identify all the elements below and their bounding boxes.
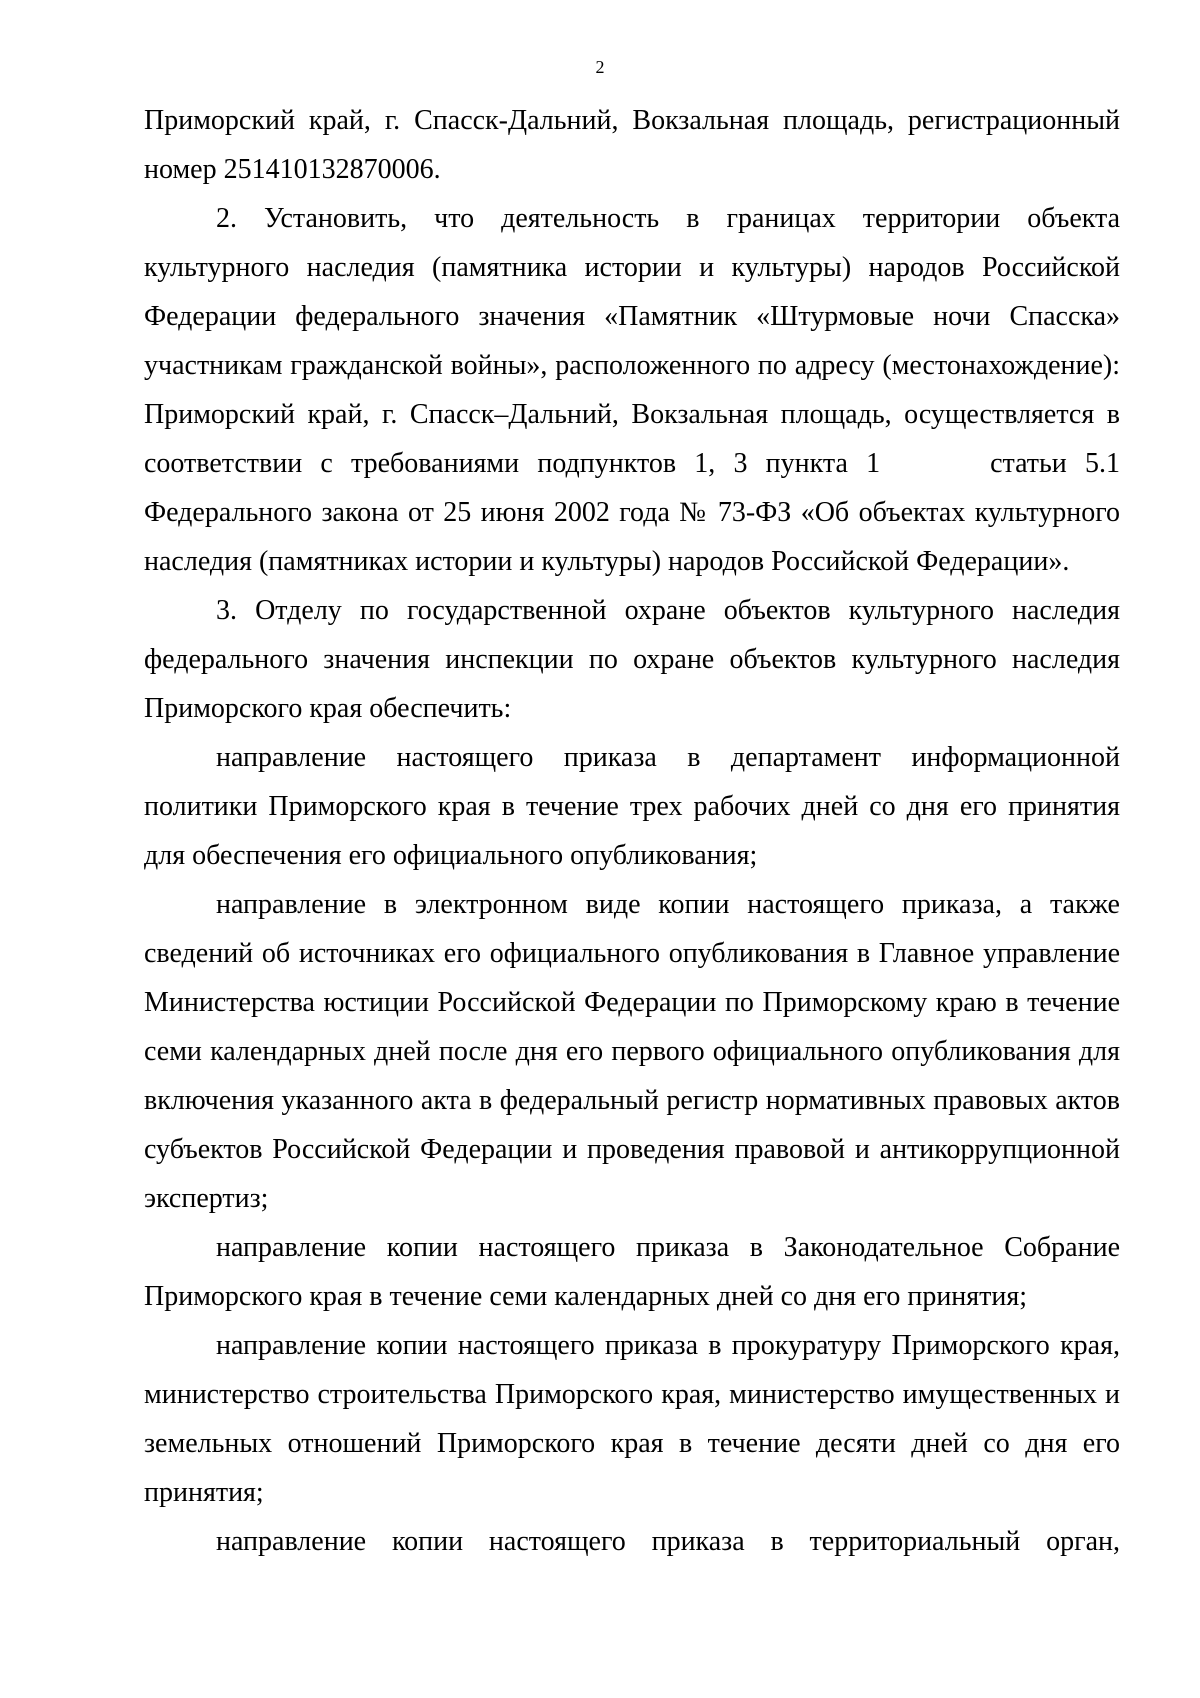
paragraph-address-continuation: Приморский край, г. Спасск-Дальний, Вокзальная площадь, регистрационный номер 251410132870006. (144, 105, 1120, 185)
paragraph-item-3-sub-2: направление в электронном виде копии настоящего приказа, а также сведений об источниках его официального опубликования в Главное управление Министерства юстиции Российской Федерации по Приморскому краю в течение семи календарных дней после дня его первого официального опубликования для включения указанного акта в федеральный регистр нормативных правовых актов субъектов Российской Федерации и проведения правовой и антикоррупционной экспертиз; (144, 889, 1120, 1214)
paragraph-item-3-sub-1: направление настоящего приказа в департамент информационной политики Приморского края в течение трех рабочих дней со дня его принятия для обеспечения его официального опубликования; (144, 742, 1120, 871)
page-number: 2 (595, 57, 605, 77)
paragraph-item-3: 3. Отделу по государственной охране объектов культурного наследия федерального значения инспекции по охране объектов культурного наследия Приморского края обеспечить: (144, 595, 1120, 724)
item-2-text-end: статьи 5.1 Федерального закона от 25 июня 2002 года № 73-ФЗ «Об объектах культурного наследия (памятниках истории и культуры) народов Российской Федерации». (144, 448, 1120, 577)
document-body (144, 96, 1120, 1566)
paragraph-item-3-sub-5: направление копии настоящего приказа в территориальный орган, (216, 1526, 1120, 1557)
item-2-text-start: 2. Установить, что деятельность в границах территории объекта культурного наследия (памятника истории и культуры) народов Российской Федерации федерального значения «Памятник «Штурмовые ночи Спасска» участникам гражданской войны», расположенного по адресу (местонахождение): Приморский край, г. Спасск–Дальний, Вокзальная площадь, осуществляется в соответствии с требованиями подпунктов 1, 3 пункта 1 (144, 203, 1120, 479)
paragraph-item-3-sub-3: направление копии настоящего приказа в Законодательное Собрание Приморского края в течение семи календарных дней со дня его принятия; (144, 1232, 1120, 1312)
paragraph-item-3-sub-4: направление копии настоящего приказа в прокуратуру Приморского края, министерство строительства Приморского края, министерство имущественных и земельных отношений Приморского края в течение десяти дней со дня его принятия; (144, 1330, 1120, 1508)
paragraph-item-2 (144, 194, 1120, 586)
